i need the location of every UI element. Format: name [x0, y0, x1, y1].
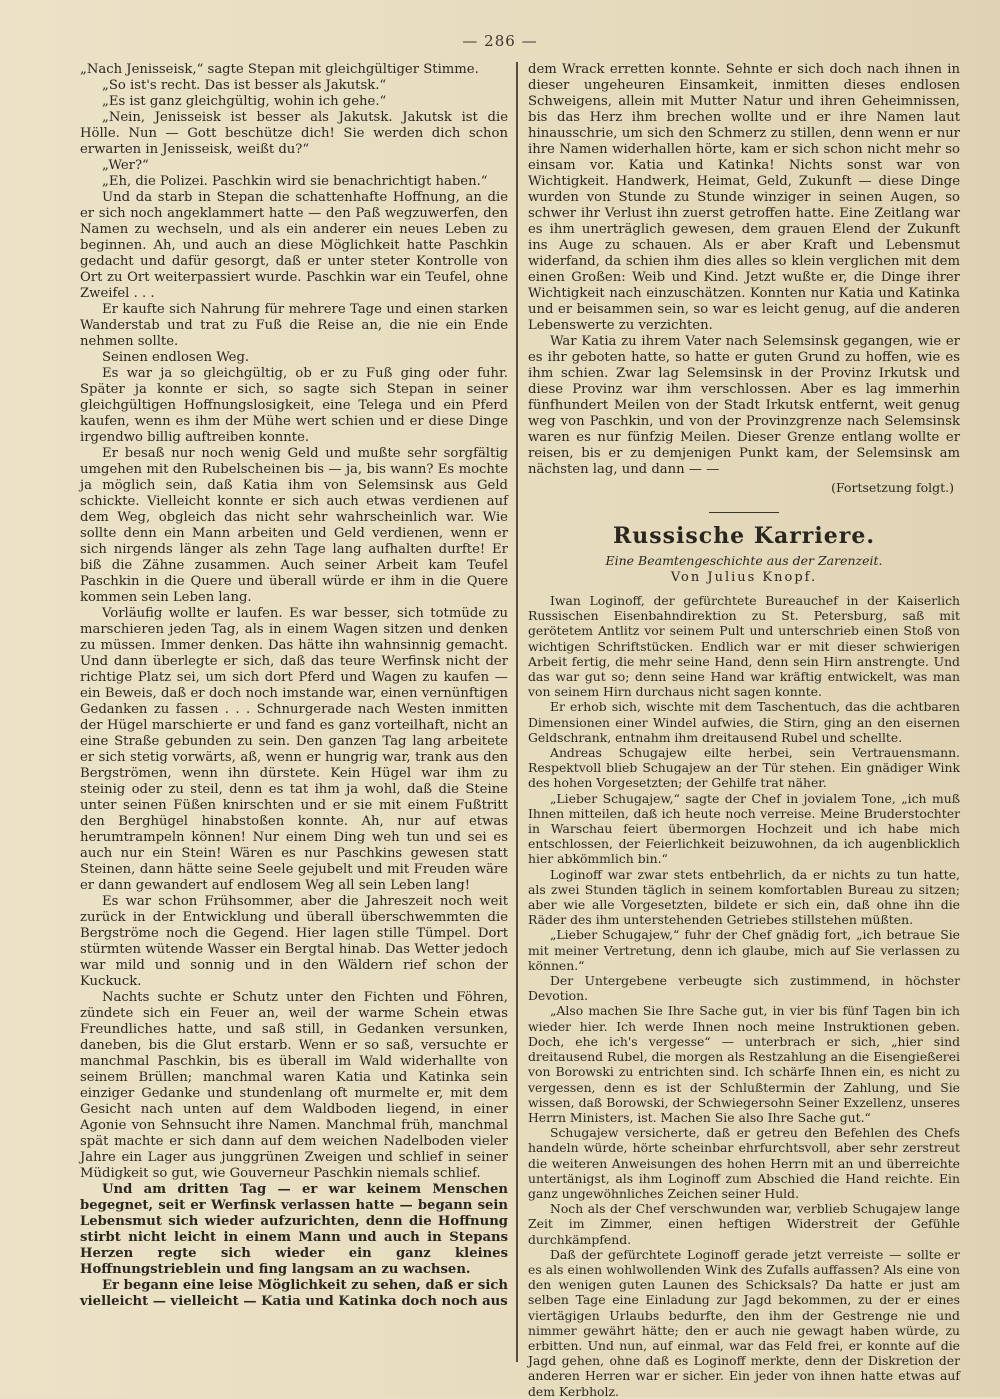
paragraph: Es war schon Frühsommer, aber die Jahreszeit noch weit zurück in der Entwicklung und überall überschwemmten die Bergströme noch die Gegend. Hier lagen stille Tümpel. Dort stürmten wütende Wasser ein Bergtal hinab. Das Wetter jedoch war mild und sonnig und in den Wäldern rief schon der Kuckuck. [80, 894, 508, 989]
column-divider [516, 62, 518, 1362]
continuation-note: (Fortsetzung folgt.) [831, 480, 954, 495]
paragraph: Und da starb in Stepan die schattenhafte Hoffnung, an die er sich noch angeklammert hatte — den Paß wegzuwerfen, den Namen zu wechseln, und als ein anderer ein neues Leben zu beginnen. Ah, und auch an diese Möglichkeit hatte Paschkin gedacht und dafür gesorgt, daß er unter steter Kontrolle von Ort zu Ort weiterpassiert wurde. Paschkin war ein Teufel, ohne Zweifel . . . [80, 190, 508, 301]
right-column [528, 62, 960, 1399]
paragraph: War Katia zu ihrem Vater nach Selemsinsk gegangen, wie er es ihr geboten hatte, so hatte er guten Grund zu hoffen, wie es ihm schien. Zwar lag Selemsinsk in der Provinz Irkutsk und diese Provinz war ihm verschlossen. Aber es lag immerhin fünfhundert Meilen von der Stadt Irkutsk entfernt, weit genug weg von Paschkin, und von der Provinzgrenze nach Selemsinsk waren es nur fünfzig Meilen. Dieser Grenze entlang wollte er reisen, bis er zu demjenigen Punkt kam, der Selemsinsk am nächsten lag, und dann — — [528, 334, 960, 477]
paragraph: „Lieber Schugajew,“ fuhr der Chef gnädig fort, „ich betraue Sie mit meiner Vertretung, denn ich glaube, mich auf Sie verlassen zu können.“ [528, 927, 960, 973]
paragraph: Vorläufig wollte er laufen. Es war besser, sich totmüde zu marschieren jeden Tag, als in einem Wagen sitzen und denken zu müssen. Immer denken. Das hätte ihn wahnsinnig gemacht. Und dann überlegte er sich, daß das teure Werfinsk nicht der richtige Platz sei, um sich dort Pferd und Wagen zu kaufen — ein Beweis, daß er doch noch imstande war, einen vernünftigen Gedanken zu fassen . . . Schnurgerade nach Westen inmitten der Hügel marschierte er und fand es ganz vorteilhaft, nicht an eine Straße gebunden zu sein. Den ganzen Tag lang arbeitete er sich stetig vorwärts, aß, wenn er hungrig war, trank aus den Bergströmen, wenn ihn dürstete. Kein Hügel war ihm zu steinig oder zu steil, denn es tat ihm ja wohl, daß die Steine unter seinen Füßen knirschten und er sie mit einem Fußtritt den Berghügel hinabstoßen konnte. Ah, nur auf etwas herumtrampeln können! Nur einem Ding weh tun und sei es auch nur ein Stein! Wären es nur Paschkins gewesen statt Steinen, dann hätte seine Seele gejubelt und mit Freuden wäre er dann gewandert auf endlosem Weg all sein Leben lang! [80, 606, 508, 893]
page-number: — 286 — [462, 32, 538, 50]
paragraph: Seinen endlosen Weg. [102, 350, 250, 365]
paragraph: „Nach Jenisseisk,“ sagte Stepan mit gleichgültiger Stimme. [80, 62, 479, 77]
paragraph: Er besaß nur noch wenig Geld und mußte sehr sorgfältig umgehen mit den Rubelscheinen bis — ja, bis wann? Es mochte ja möglich sein, daß Katia ihm von Selemsinsk aus Geld schickte. Vielleicht konnte er sich auch etwas verdienen auf dem Weg, obgleich das nicht sehr wahrscheinlich war. Wie sollte denn ein Mann arbeiten und Geld verdienen, wenn er sich nirgends länger als zehn Tage lang aufhalten durfte! Er biß die Zähne zusammen. Auch seiner Arbeit kam Teufel Paschkin in die Quere und überall würde er ihm in die Quere kommen sein Leben lang. [80, 446, 508, 605]
paragraph: „Es ist ganz gleichgültig, wohin ich gehe.“ [102, 94, 387, 109]
paragraph: Daß der gefürchtete Loginoff gerade jetzt verreiste — sollte er es als einen wohlwollenden Wink des Zufalls auffassen? Als eine von den wenigen guten Launen des Schicksals? Da hatte er just am selben Tage eine Einladung zur Jagd bekommen, zu der er eines viertägigen Urlaubs bedurfte, den ihm der Gestrenge nie und nimmer gewährt hätte; den er auch nie gewagt haben würde, zu erbitten. Und nun, auf einmal, war das Feld frei, er konnte auf die Jagd gehen, ohne daß es Loginoff merkte, denn der Diskretion der anderen Herren war er sicher. Ein jeder von ihnen hatte etwas auf dem Kerbholz. [528, 1246, 960, 1399]
paragraph: „So ist's recht. Das ist besser als Jakutsk.“ [102, 78, 387, 93]
paragraph: Er kaufte sich Nahrung für mehrere Tage und einen starken Wanderstab und trat zu Fuß die Reise an, die nie ein Ende nehmen sollte. [80, 302, 508, 349]
story-title: Russische Karriere. [613, 523, 875, 549]
paragraph: Loginoff war zwar stets entbehrlich, da er nichts zu tun hatte, als zwei Stunden täglich in seinem komfortablen Bureau zu sitzen; aber wie alle Vorgesetzten, bildete er sich ein, daß ohne ihn die Räder des ihm unterstehenden Getriebes stillstehen müßten. [528, 866, 960, 928]
paragraph: Andreas Schugajew eilte herbei, sein Vertrauensmann. Respektvoll blieb Schugajew an der Tür stehen. Ein gnädiger Wink des hohen Vorgesetzten; der Gehilfe trat näher. [528, 745, 960, 791]
paragraph: Er begann eine leise Möglichkeit zu sehen, daß er sich vielleicht — vielleicht — Katia und Katinka doch noch aus [80, 1278, 508, 1309]
paragraph: „Lieber Schugajew,“ sagte der Chef in jovialem Tone, „ich muß Ihnen mitteilen, daß ich heute noch verreise. Meine Bruderstochter in Warschau feiert übermorgen Hochzeit und ich habe mich entschlossen, der Feierlichkeit beizuwohnen, da ich augenblicklich hier abkömmlich bin.“ [528, 790, 960, 867]
paragraph: „Also machen Sie Ihre Sache gut, in vier bis fünf Tagen bin ich wieder hier. Ich werde Ihnen noch meine Instruktionen geben. Doch, ehe ich's vergesse“ — unterbrach er sich, „hier sind dreitausend Rubel, die morgen als Restzahlung an die Eisengießerei von Borowski zu entrichten sind. Ich schärfe Ihnen ein, es nicht zu vergessen, denn es ist der Schlußtermin der Zahlung, und Sie wissen, daß Borowski, der Schwiegersohn Seiner Exzellenz, unseres Herrn Ministers, ist. Machen Sie also Ihre Sache gut.“ [528, 1003, 960, 1125]
paragraph: Der Untergebene verbeugte sich zustimmend, in höchster Devotion. [528, 973, 960, 1004]
paragraph: Er erhob sich, wischte mit dem Taschentuch, das die achtbaren Dimensionen einer Windel aufwies, die Stirn, ging an den eisernen Geldschrank, entnahm ihm dreitausend Rubel und schellte. [528, 699, 960, 745]
paragraph: Es war ja so gleichgültig, ob er zu Fuß ging oder fuhr. Später ja konnte er sich, so sagte sich Stepan in seiner gleichgültigen Hoffnungslosigkeit, eine Telega und ein Pferd kaufen, wenn es ihm der Mühe wert schien und er diese Dinge irgendwo billig auftreiben konnte. [80, 366, 508, 445]
paragraph: Nachts suchte er Schutz unter den Fichten und Föhren, zündete sich ein Feuer an, weil der warme Schein etwas Freundliches hatte, und saß still, in Gedanken versunken, daneben, bis die Glut erstarb. Wenn er so saß, versuchte er manchmal Paschkin, bis es überall im Wald widerhallte von seinem Brüllen; manchmal waren Katia und Katinka sein einziger Gedanke und stundenlang oft murmelte er, mit dem Gesicht nach unten auf dem Waldboden liegend, in einer Agonie von Sehnsucht ihre Namen. Manchmal früh, manchmal spät machte er sich dann auf dem weichen Nadelboden vieler Jahre ein Lager aus junggrünen Zweigen und schlief in seiner Müdigkeit so gut, wie Gouverneur Paschkin niemals schlief. [80, 990, 508, 1181]
paragraph: „Nein, Jenisseisk ist besser als Jakutsk. Jakutsk ist die Hölle. Nun — Gott beschütze dich! Sie werden dich schon erwarten in Jenisseisk, weißt du?“ [80, 110, 508, 157]
paragraph: dem Wrack erretten konnte. Sehnte er sich doch nach ihnen in dieser ungeheuren Einsamkeit, inmitten dieses endlosen Schweigens, allein mit Mutter Natur und ihren Geheimnissen, bis das Herz ihm brechen wollte und er ihre Namen laut hinausschrie, um sich den Schmerz zu stillen, denn wenn er nur ihre Namen widerhallen hörte, kam er sich schon nicht mehr so einsam vor. Katia und Katinka! Nichts sonst war von Wichtigkeit. Handwerk, Heimat, Geld, Zukunft — diese Dinge wurden von Stunde zu Stunde winziger in seinen Augen, so schwer ihr Verlust ihn zuerst getroffen hatte. Eine Zeitlang war es ihm unerträglich gewesen, dem grauen Elend der Zukunft ins Auge zu schauen. Als er aber Kraft und Lebensmut widerfand, da schien ihm dies alles so klein verglichen mit dem einen Großen: Weib und Kind. Jetzt wußte er, die Dinge ihrer Wichtigkeit nach einzuschätzen. Konnten nur Katia und Katinka und er beisammen sein, so war es leicht genug, auf die anderen Lebenswerte zu verzichten. [528, 62, 960, 333]
story-body [528, 593, 960, 1399]
paragraph: Und am dritten Tag — er war keinem Menschen begegnet, seit er Werfinsk verlassen hatte — begann sein Lebensmut sich wieder aufzurichten, denn die Hoffnung stirbt nicht leicht in einem Mann und auch in Stepans Herzen regte sich wieder ein ganz kleines Hoffnungstrieblein und fing langsam an zu wachsen. [80, 1182, 508, 1277]
story-author: Von Julius Knopf. [670, 570, 818, 585]
paragraph: „Eh, die Polizei. Paschkin wird sie benachrichtigt haben.“ [102, 174, 488, 189]
paragraph: Noch als der Chef verschwunden war, verblieb Schugajew lange Zeit im Zimmer, einen heftigen Widerstreit der Gefühle durchkämpfend. [528, 1201, 960, 1247]
paragraph: Schugajew versicherte, daß er getreu den Befehlen des Chefs handeln würde, hörte scheinbar ehrfurchtsvoll, aber sehr zerstreut die weiteren Anweisungen des hohen Herrn mit an und überreichte untertänigst, als ihm Loginoff zum Abschied die Hand reichte. Ein ganz ungewöhnliches Zeichen seiner Huld. [528, 1125, 960, 1201]
section-separator [709, 512, 779, 513]
story-subtitle: Eine Beamtengeschichte aus der Zarenzeit. [605, 553, 883, 568]
left-column [80, 62, 508, 1382]
paragraph: „Wer?“ [102, 158, 149, 173]
paragraph: Iwan Loginoff, der gefürchtete Bureauchef in der Kaiserlich Russischen Eisenbahndirektion zu St. Petersburg, saß mit gerötetem Antlitz vor seinem Pult und unterschrieb einen Stoß von wichtigen Schriftstücken. Endlich war er mit dieser schwierigen Arbeit fertig, die mehr seine Hand, denn sein Hirn anstrengte. Und das war gut so; denn seine Hand war kräftig entwickelt, was man von seinem Hirn durchaus nicht sagen konnte. [528, 593, 960, 700]
